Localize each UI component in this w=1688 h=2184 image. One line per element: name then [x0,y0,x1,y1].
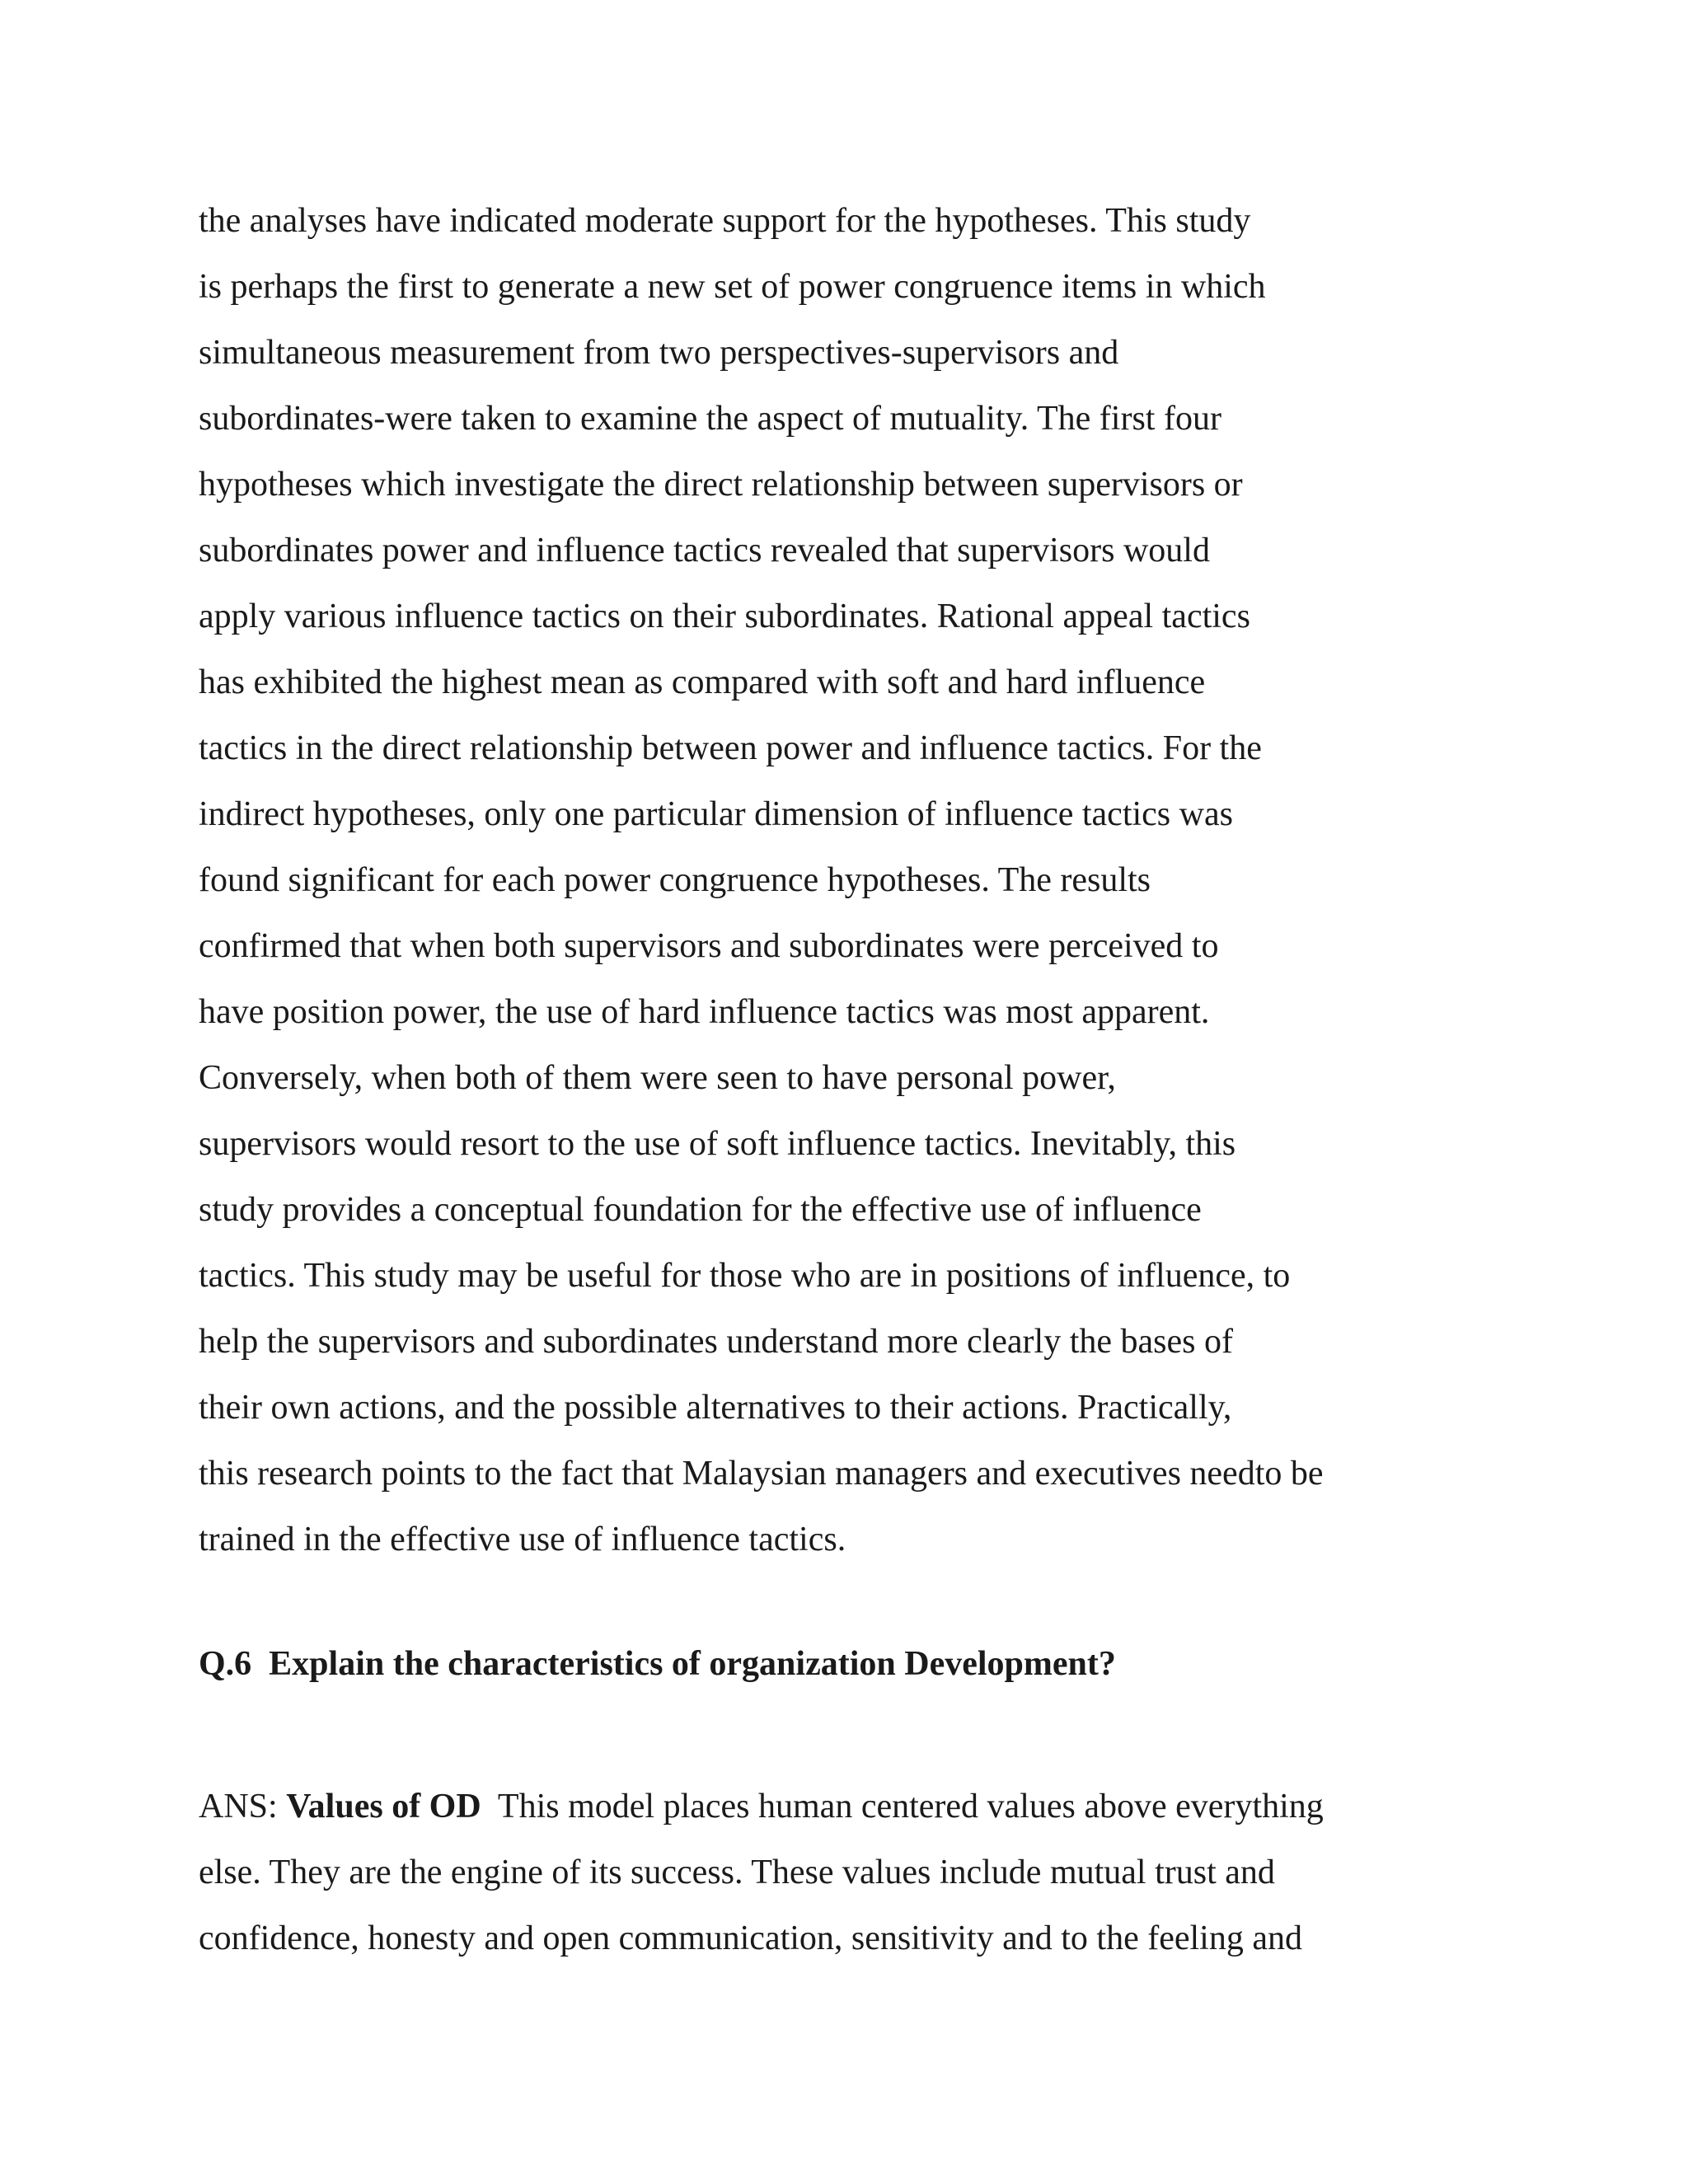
paragraph-line: subordinates-were taken to examine the aspect of mutuality. The first four [199,400,1221,438]
paragraph-line: study provides a conceptual foundation for the effective use of influence [199,1191,1202,1229]
paragraph-line: confirmed that when both supervisors and subordinates were perceived to [199,927,1219,965]
paragraph-line: this research points to the fact that Malaysian managers and executives needto be [199,1455,1324,1493]
question-heading: Q.6 Explain the characteristics of organization Development? [199,1645,1116,1683]
answer-first-line [199,1786,1324,1827]
paragraph-line: tactics. This study may be useful for those who are in positions of influence, to [199,1257,1291,1295]
paragraph-line: their own actions, and the possible alternatives to their actions. Practically, [199,1389,1232,1427]
answer-bold-term: Values of OD [286,1788,481,1825]
paragraph-line: supervisors would resort to the use of soft influence tactics. Inevitably, this [199,1125,1236,1163]
paragraph-line: apply various influence tactics on their subordinates. Rational appeal tactics [199,598,1250,635]
paragraph-line: the analyses have indicated moderate support for the hypotheses. This study [199,202,1251,240]
paragraph-line: hypotheses which investigate the direct relationship between supervisors or [199,466,1243,504]
answer-first-line-rest: This model places human centered values above everything [481,1788,1324,1825]
paragraph-line: help the supervisors and subordinates understand more clearly the bases of [199,1323,1233,1361]
paragraph-line: simultaneous measurement from two perspectives-supervisors and [199,334,1119,372]
answer-prefix: ANS: [199,1788,287,1825]
paragraph-line: trained in the effective use of influence tactics. [199,1521,846,1558]
paragraph-line: have position power, the use of hard influence tactics was most apparent. [199,993,1210,1031]
paragraph-line: has exhibited the highest mean as compared with soft and hard influence [199,663,1206,701]
answer-line: confidence, honesty and open communication, sensitivity and to the feeling and [199,1919,1302,1957]
paragraph-line: Conversely, when both of them were seen to have personal power, [199,1059,1116,1097]
answer-line: else. They are the engine of its success. These values include mutual trust and [199,1854,1275,1891]
paragraph-line: indirect hypotheses, only one particular dimension of influence tactics was [199,795,1233,833]
paragraph-line: found significant for each power congruence hypotheses. The results [199,861,1151,899]
paragraph-line: subordinates power and influence tactics revealed that supervisors would [199,532,1210,569]
paragraph-line: is perhaps the first to generate a new set of power congruence items in which [199,268,1266,306]
paragraph-line: tactics in the direct relationship between power and influence tactics. For the [199,729,1262,767]
